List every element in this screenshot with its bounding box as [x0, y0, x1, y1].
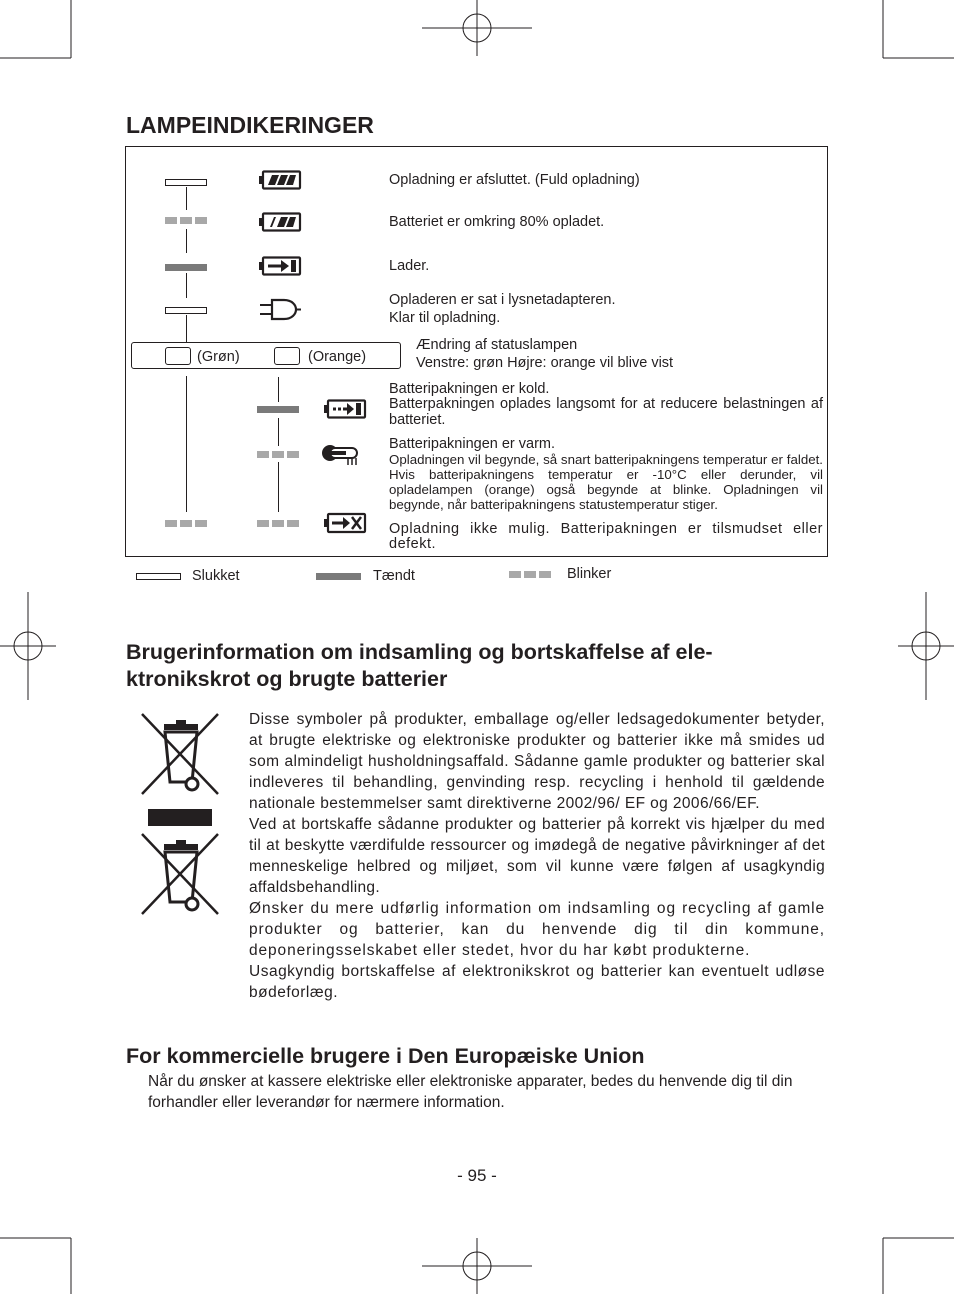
row-text: Opladning er afsluttet. (Fuld opladning) — [389, 172, 640, 188]
key-blink-swatch — [509, 571, 551, 578]
row-text: Lader. — [389, 258, 430, 274]
battery-80-icon — [258, 212, 302, 232]
green-lamp-swatch — [165, 347, 191, 365]
section-title-eu: For kommercielle brugere i Den Europæiske Union — [126, 1044, 645, 1068]
row-text: Opladeren er sat i lysnetadapteren. — [389, 292, 616, 308]
lamp-on — [257, 406, 299, 413]
lamp-blink — [165, 217, 207, 224]
page-number: - 95 - — [457, 1166, 497, 1185]
lamp-off — [165, 179, 207, 186]
paragraph: Ved at bortskaffe sådanne produkter og batterier på korrekt vis hjælper du med til at beskytte værdifulde ressourcer og imødegå de negative påvirkninger af det menneskelige helbred og miljøet, som vil kunne være følgen af usagkyndig affaldsbehandling. — [249, 816, 825, 896]
key-off-label: Slukket — [192, 568, 240, 584]
connector-line — [186, 229, 187, 253]
lamp-blink — [165, 520, 207, 527]
paragraph: Disse symboler på produkter, emballage og/eller ledsagedokumenter betyder, at brugte elektriske og elektroniske produkter og batterier ikke må smides ud som almindeligt husholdningsaffald. Sådanne gamle produkter og batterier skal indleveres til behandling, genvinding resp. recycling i henhold til gældende nationale bestemmelser samt direktiverne 2002/96/ EF og 2006/66/EF. — [249, 711, 825, 812]
wheelie-bin-crossed-icon — [140, 832, 220, 916]
plug-icon — [258, 297, 302, 323]
disposal-text — [249, 709, 825, 1003]
key-off-swatch — [136, 573, 181, 580]
wheelie-bin-crossed-icon — [140, 712, 220, 796]
thermometer-icon — [321, 441, 367, 467]
connector-line — [186, 187, 187, 210]
row-text: Opladningen vil begynde, så snart batteripakningens temperatur er faldet. Hvis batteripakningens temperatur er -10°C eller derunder, vil opladelampen (orange) også begynde at blinke. Opladningen vil begynde, når batteripakningens statustemperatur stiger. — [389, 452, 823, 512]
paragraph: Ønsker du mere udførlig information om indsamling og recycling af gamle produkter og batterier, kan du henvende dig til din kommune, deponeringsselskabet eller stedet, hvor du har købt produkterne. — [249, 900, 825, 959]
connector-line — [278, 377, 279, 402]
battery-error-icon — [323, 512, 367, 534]
orange-lamp-swatch — [274, 347, 300, 365]
row-text: Opladning ikke mulig. Batteripakningen er tilsmudset eller defekt. — [389, 521, 823, 552]
key-blink-label: Blinker — [567, 566, 612, 582]
paragraph: Usagkyndig bortskaffelse af elektronikskrot og batterier kan eventuelt udløse bødeforlæg. — [249, 963, 825, 1001]
row-text: Klar til opladning. — [389, 310, 501, 326]
battery-full-icon — [258, 170, 302, 190]
row-text: Venstre: grøn Højre: orange vil blive vist — [416, 355, 674, 371]
connector-line — [278, 418, 279, 446]
connector-line — [186, 315, 187, 342]
black-bar-icon — [148, 809, 212, 826]
connector-line — [186, 376, 187, 512]
connector-line — [278, 462, 279, 512]
battery-charging-icon — [258, 256, 302, 276]
eu-text: Når du ønsker at kassere elektriske eller elektroniske apparater, bedes du henvende dig til din forhandler eller leverandør for nærmere information. — [148, 1073, 793, 1111]
key-on-swatch — [316, 573, 361, 580]
heading-line: ktronikskrot og brugte batterier — [126, 667, 448, 691]
row-text: Batteripakningen er varm. — [389, 436, 556, 452]
heading-line: Brugerinformation om indsamling og bortskaffelse af ele- — [126, 640, 713, 664]
lamp-on — [165, 264, 207, 271]
row-text: Batteriet er omkring 80% opladet. — [389, 214, 605, 230]
section-title-disposal — [126, 639, 826, 693]
battery-cold-icon — [323, 399, 367, 419]
legend-orange-label: (Orange) — [308, 349, 367, 365]
lamp-blink — [257, 451, 299, 458]
section-title-lamp: LAMPEINDIKERINGER — [126, 112, 374, 138]
connector-line — [186, 273, 187, 298]
row-text: Batterpakningen oplades langsomt for at reducere belastningen af batteriet. — [389, 396, 823, 428]
key-on-label: Tændt — [373, 568, 415, 584]
lamp-blink — [257, 520, 299, 527]
row-text: Ændring af statuslampen — [416, 337, 578, 353]
lamp-off — [165, 307, 207, 314]
row-text: Batteripakningen er kold. — [389, 381, 550, 397]
legend-green-label: (Grøn) — [197, 349, 240, 365]
